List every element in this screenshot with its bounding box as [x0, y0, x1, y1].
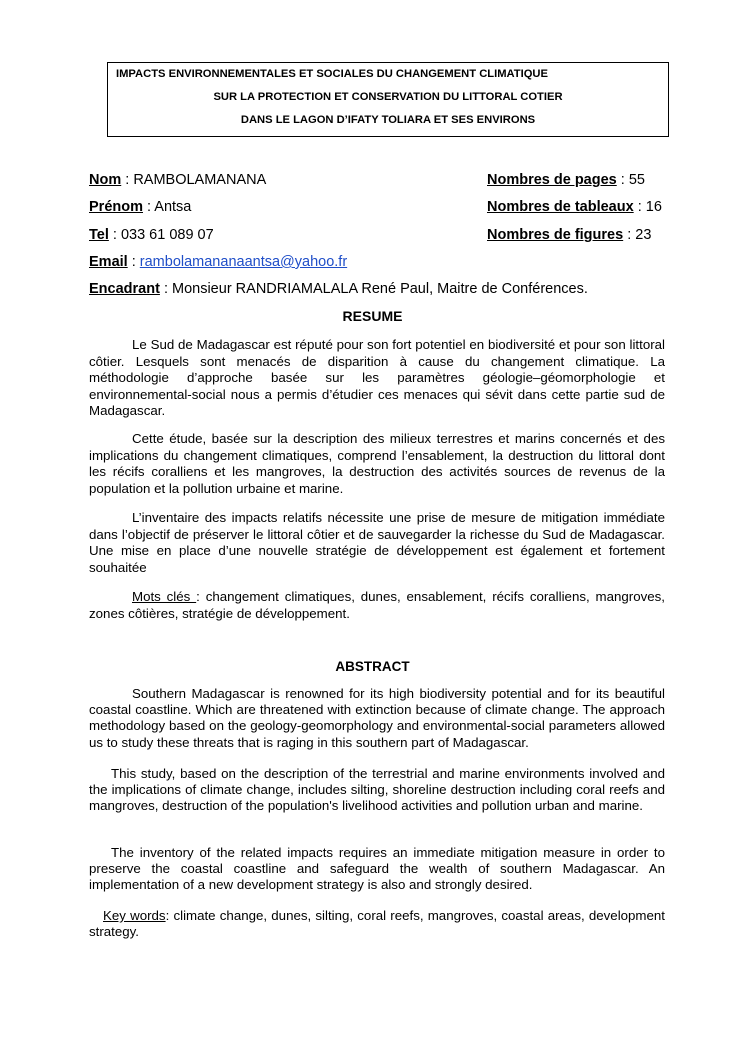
resume-keywords [89, 589, 665, 622]
abstract-paragraph-2: This study, based on the description of the terrestrial and marine environments involved and the implications of climate change, includes silting, shoreline destruction including coral reefs and mangroves, destruction of the population's livelihood activities and pollution urban and marine. [89, 766, 665, 814]
figures-label: Nombres de figures [487, 227, 624, 243]
abstract-paragraph-1: Southern Madagascar is renowned for its high biodiversity potential and for its beautiful coastal coastline. Which are threatened with extinction because of climate change. The approach methodology based on the geology-geomorphology and environmental-social parameters allowed us to study these threats that is raging in this southern part of Madagascar. [89, 686, 665, 750]
title-line-3: DANS LE LAGON D’IFATY TOLIARA ET SES ENVIRONS [240, 114, 536, 126]
pages-row [487, 172, 645, 188]
figures-value: : 23 [623, 227, 652, 243]
tel-row [89, 227, 214, 243]
prenom-value: : Antsa [143, 199, 192, 215]
resume-heading: RESUME [342, 308, 403, 324]
abstract-heading: ABSTRACT [335, 659, 410, 674]
abstract-keywords-text: : climate change, dunes, silting, coral reefs, mangroves, coastal areas, development strategy. [89, 908, 665, 940]
pages-value: : 55 [616, 172, 645, 188]
nom-label: Nom [89, 172, 122, 188]
encadrant-row [89, 281, 588, 297]
resume-keywords-text: : changement climatiques, dunes, ensablement, récifs coralliens, mangroves, zones côtières, stratégie de développement. [89, 589, 665, 621]
email-label: Email [89, 254, 128, 270]
figures-row [487, 227, 651, 243]
title-line-1: IMPACTS ENVIRONNEMENTALES ET SOCIALES DU CHANGEMENT CLIMATIQUE [116, 68, 548, 80]
resume-paragraph-2: Cette étude, basée sur la description des milieux terrestres et marins concernés et des implications du changement climatiques, comprend l’ensablement, la destruction du littoral dont les récifs coralliens et les mangroves, la destruction des activités sources de revenus de la population et la pollution urbaine et marine. [89, 431, 665, 496]
email-link[interactable]: rambolamananaantsa@yahoo.fr [139, 254, 348, 270]
tel-value: : 033 61 089 07 [108, 227, 214, 243]
abstract-paragraph-3: The inventory of the related impacts requires an immediate mitigation measure in order to preserve the coastal coastline and safeguard the wealth of southern Madagascar. An implementation of a new development strategy is also and strongly desired. [89, 845, 665, 893]
resume-paragraph-1: Le Sud de Madagascar est réputé pour son fort potentiel en biodiversité et pour son littoral côtier. Lesquels sont menacés de disparition à cause du changement climatique. La méthodologie d’approche basée sur les paramètres géologie–géomorphologie et environnemental-social nous a permis d’étudier ces menaces qui sévit dans cette partie sud de Madagascar. [89, 337, 665, 418]
resume-keywords-label: Mots clés [132, 589, 197, 604]
nom-row [89, 172, 266, 188]
encadrant-label: Encadrant [89, 281, 160, 297]
email-row [89, 254, 347, 270]
title-line-2: SUR LA PROTECTION ET CONSERVATION DU LITTORAL COTIER [213, 91, 563, 103]
abstract-keywords [89, 908, 665, 940]
tableaux-label: Nombres de tableaux [487, 199, 634, 215]
encadrant-value: : Monsieur RANDRIAMALALA René Paul, Maitre de Conférences. [159, 281, 588, 297]
tableaux-value: : 16 [633, 199, 662, 215]
nom-value: : RAMBOLAMANANA [121, 172, 267, 188]
pages-label: Nombres de pages [487, 172, 617, 188]
prenom-row [89, 199, 191, 215]
title-box [107, 62, 669, 137]
email-sep: : [127, 254, 140, 270]
resume-paragraph-3: L’inventaire des impacts relatifs nécessite une prise de mesure de mitigation immédiate dans l’objectif de préserver le littoral côtier et de sauvegarder la richesse du Sud de Madagascar. Une mise en place d’une nouvelle stratégie de développement est également et fortement souhaitée [89, 510, 665, 575]
prenom-label: Prénom [89, 199, 143, 215]
tableaux-row [487, 199, 662, 215]
tel-label: Tel [89, 227, 109, 243]
abstract-keywords-label: Key words [103, 908, 166, 923]
